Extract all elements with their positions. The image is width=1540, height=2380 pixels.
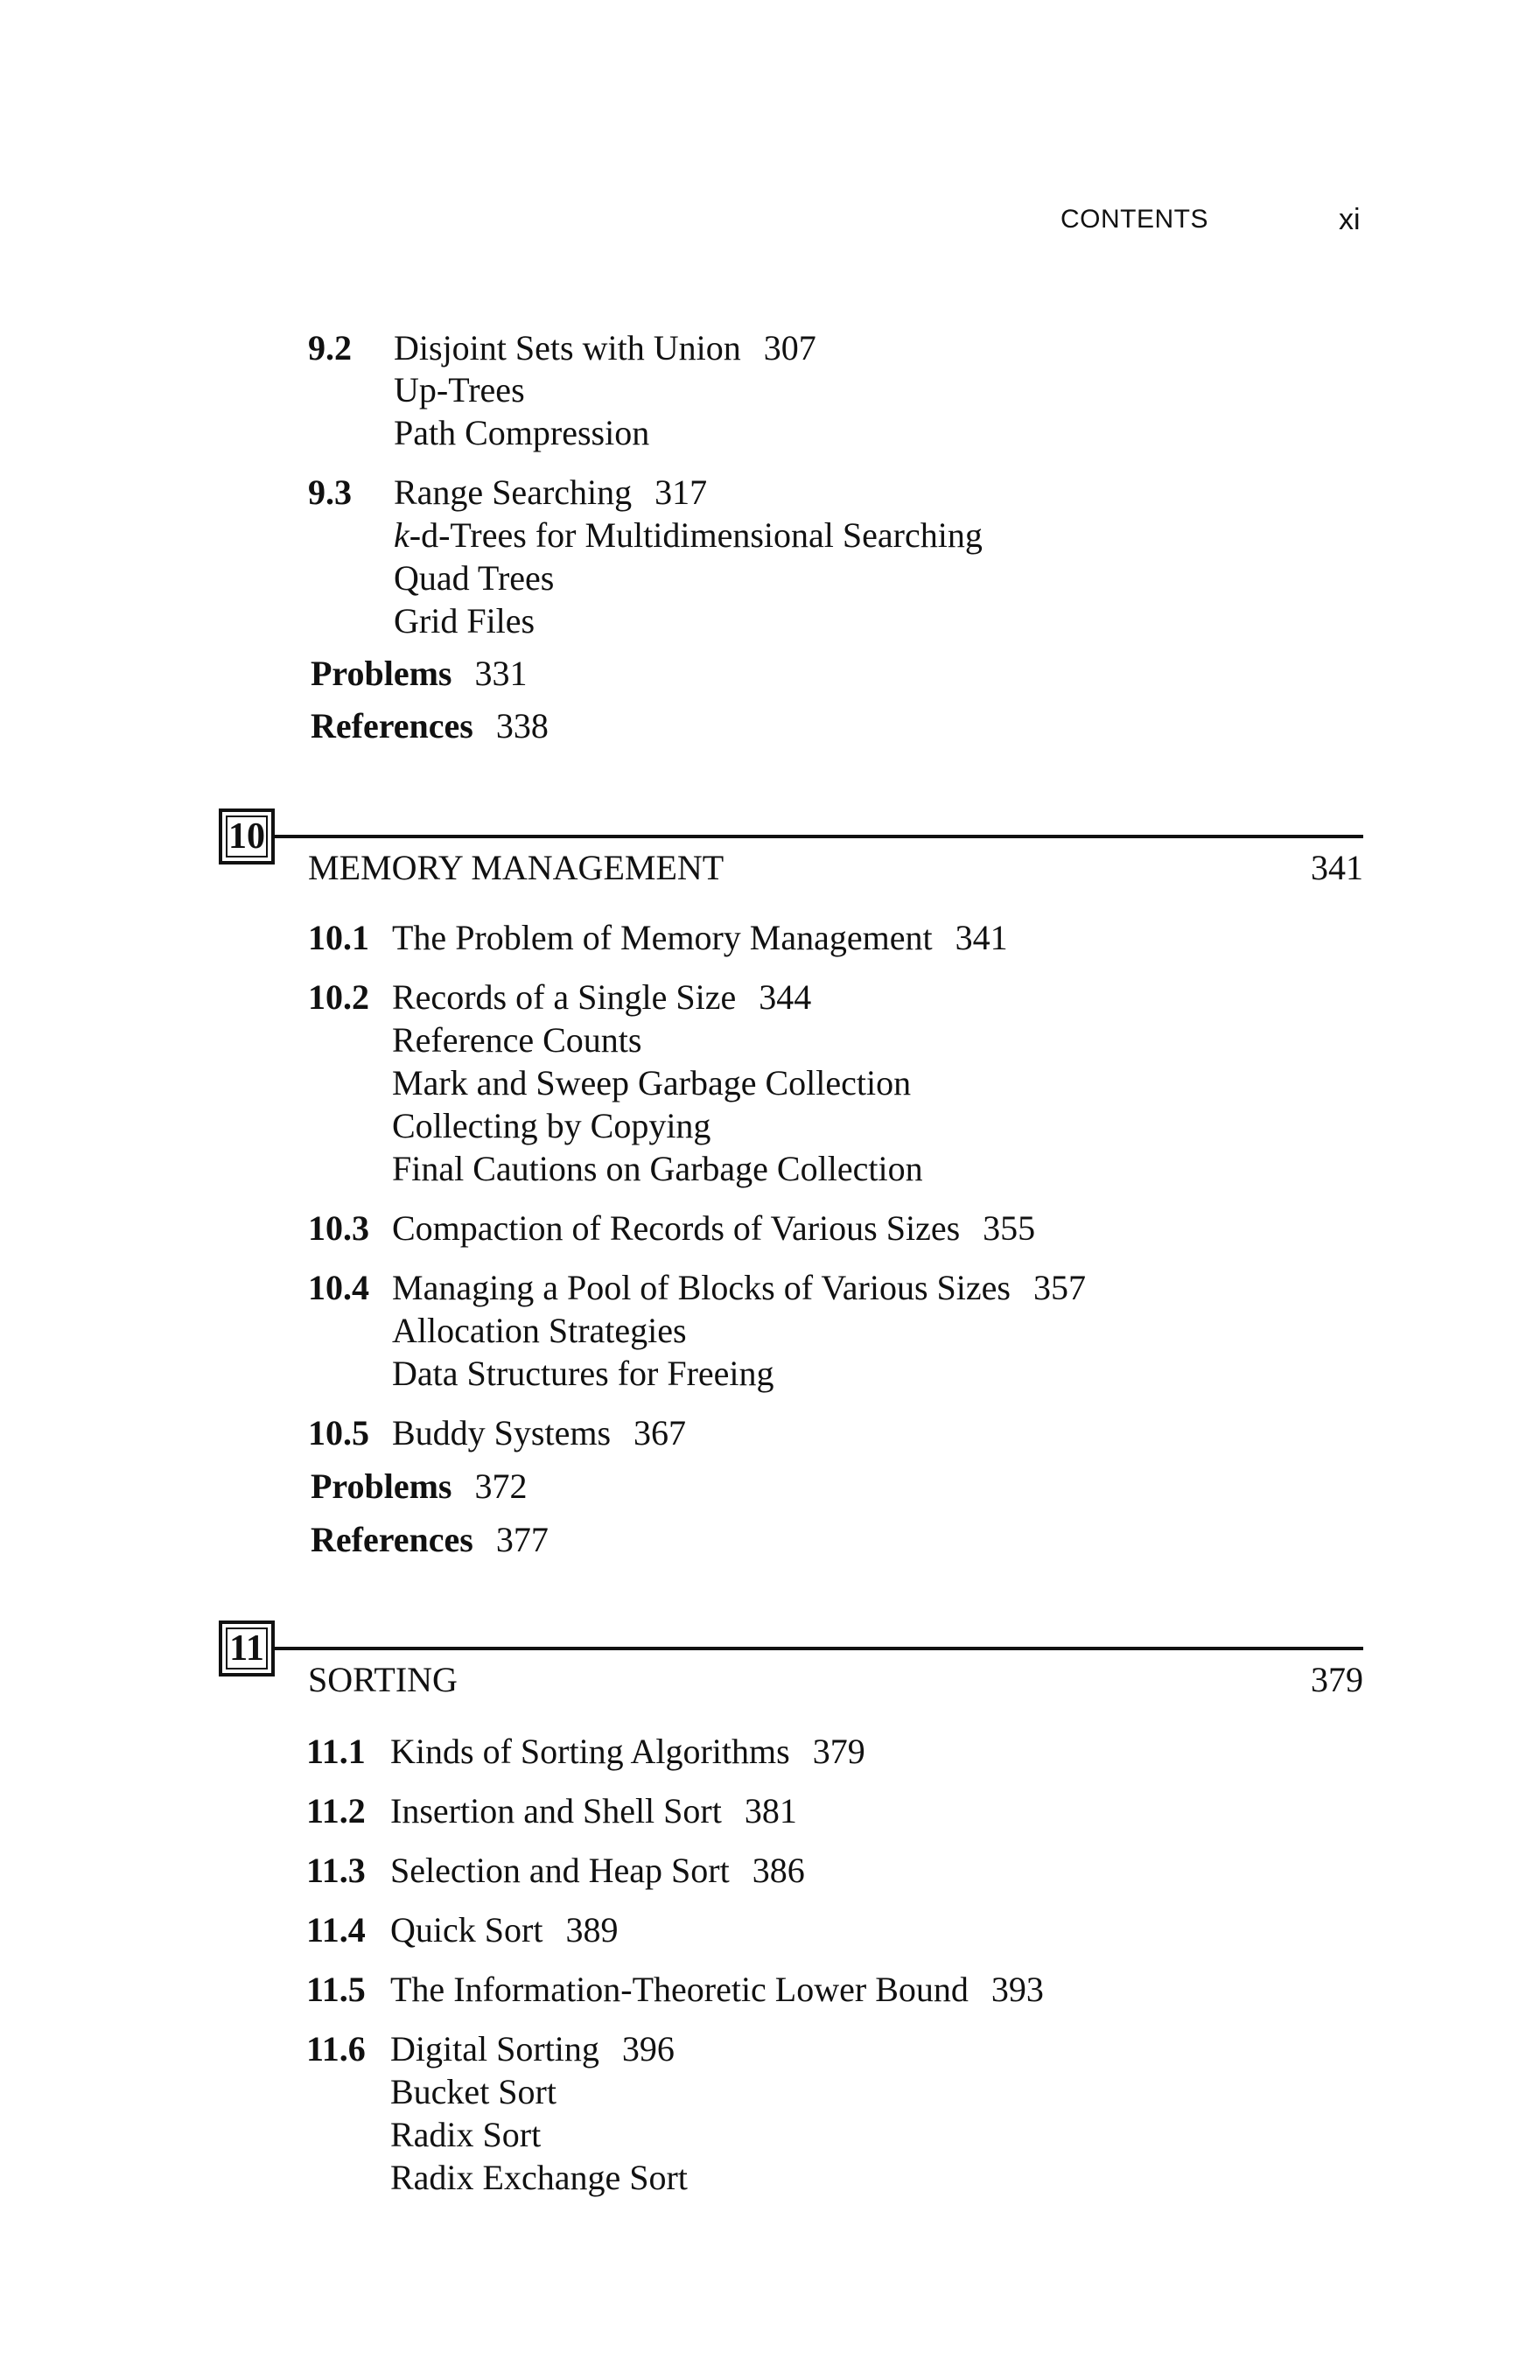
section-title: Range Searching 317 — [394, 472, 708, 512]
section-number: 10.2 — [308, 977, 369, 1017]
chapter-page: 379 — [1311, 1660, 1363, 1699]
subsection-title: Collecting by Copying — [392, 1106, 711, 1145]
section-number: 11.2 — [306, 1791, 366, 1830]
chapter-page: 341 — [1311, 848, 1363, 887]
running-header-title: CONTENTS — [1060, 205, 1208, 234]
chapter-rule — [275, 835, 1363, 838]
section-title: Compaction of Records of Various Sizes 355 — [392, 1208, 1036, 1248]
section-number: 10.3 — [308, 1208, 369, 1248]
subsection-title: Quad Trees — [394, 558, 555, 598]
section-title: Digital Sorting 396 — [390, 2029, 675, 2068]
problems-entry: Problems 331 — [311, 654, 528, 693]
references-entry: References 377 — [311, 1520, 549, 1559]
subsection-title: Radix Sort — [390, 2115, 542, 2154]
section-title: Buddy Systems 367 — [392, 1413, 687, 1452]
chapter-title: SORTING — [308, 1660, 458, 1699]
section-title: Kinds of Sorting Algorithms 379 — [390, 1732, 865, 1771]
section-title: Managing a Pool of Blocks of Various Sizes 357 — [392, 1268, 1086, 1307]
subsection-title: Grid Files — [394, 601, 536, 640]
subsection-title: Allocation Strategies — [392, 1311, 687, 1350]
subsection-title: Radix Exchange Sort — [390, 2158, 688, 2197]
subsection-title: Up-Trees — [394, 370, 525, 410]
section-number: 10.4 — [308, 1268, 369, 1307]
chapter-title: MEMORY MANAGEMENT — [308, 848, 724, 887]
subsection-title: Mark and Sweep Garbage Collection — [392, 1063, 912, 1102]
section-number: 11.6 — [306, 2029, 366, 2068]
section-number: 11.1 — [306, 1732, 366, 1771]
section-number: 11.3 — [306, 1851, 366, 1890]
subsection-title: k-d-Trees for Multidimensional Searching — [394, 515, 983, 555]
section-title: Records of a Single Size 344 — [392, 977, 812, 1017]
page-number: xi — [1339, 203, 1361, 236]
references-entry: References 338 — [311, 706, 549, 746]
section-number: 10.1 — [308, 918, 369, 957]
subsection-title: Data Structures for Freeing — [392, 1354, 774, 1393]
subsection-title: Final Cautions on Garbage Collection — [392, 1149, 923, 1188]
section-title: The Problem of Memory Management 341 — [392, 918, 1008, 957]
problems-entry: Problems 372 — [311, 1466, 528, 1506]
chapter-rule — [275, 1647, 1363, 1650]
section-title: Insertion and Shell Sort 381 — [390, 1791, 797, 1830]
section-number: 11.4 — [306, 1910, 366, 1950]
subsection-title: Bucket Sort — [390, 2072, 556, 2111]
section-title: Selection and Heap Sort 386 — [390, 1851, 805, 1890]
section-number: 9.2 — [308, 328, 352, 368]
section-number: 11.5 — [306, 1970, 366, 2009]
section-title: The Information-Theoretic Lower Bound 393 — [390, 1970, 1044, 2009]
section-title: Quick Sort 389 — [390, 1910, 619, 1950]
chapter-number-box: 11 — [219, 1620, 275, 1676]
chapter-number-box: 10 — [219, 808, 275, 864]
section-number: 9.3 — [308, 472, 352, 512]
section-number: 10.5 — [308, 1413, 369, 1452]
section-title: Disjoint Sets with Union 307 — [394, 328, 816, 368]
subsection-title: Reference Counts — [392, 1020, 642, 1060]
subsection-title: Path Compression — [394, 413, 650, 452]
